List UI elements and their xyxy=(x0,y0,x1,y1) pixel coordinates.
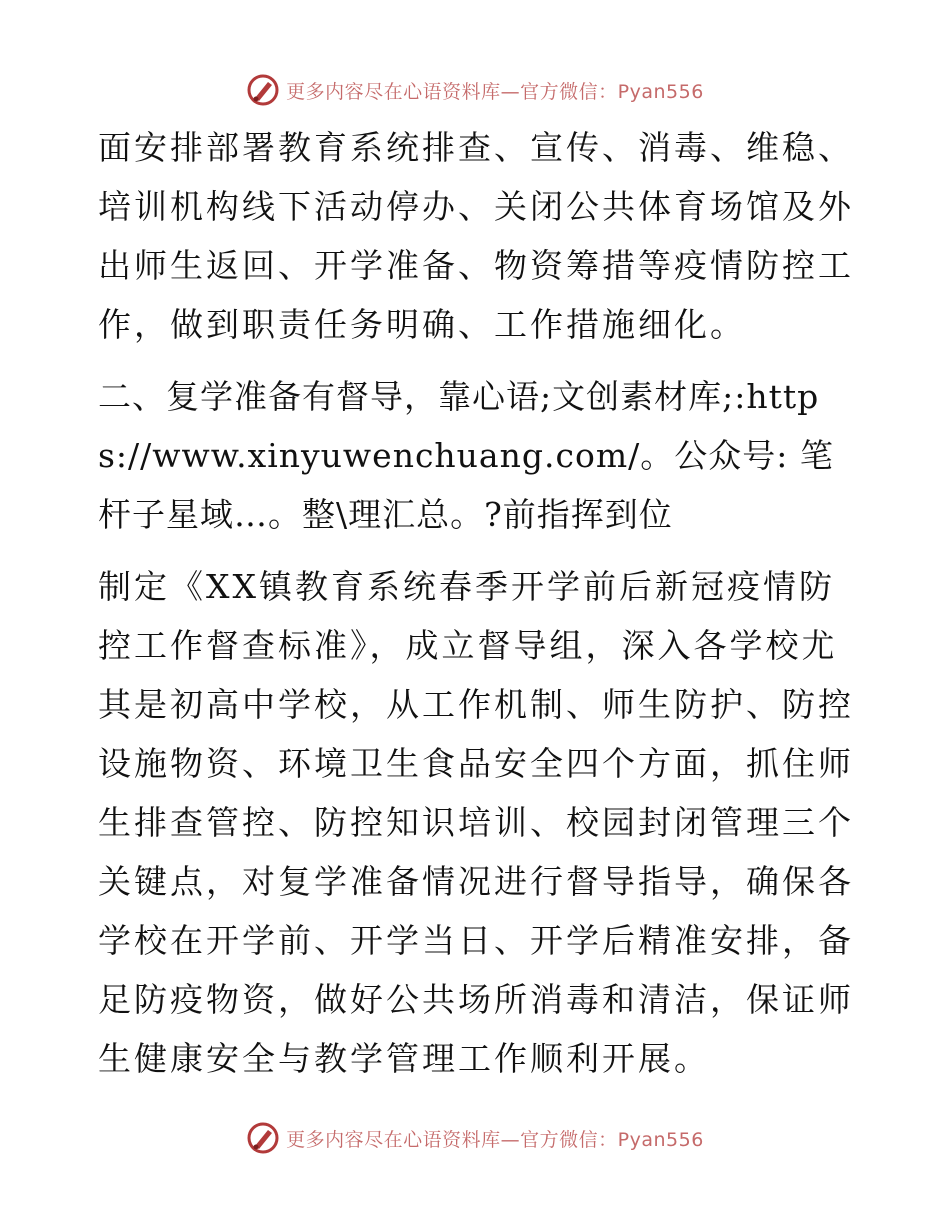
footer-watermark xyxy=(0,1118,950,1158)
pen-seal-logo-icon xyxy=(246,73,280,107)
watermark-text: 更多内容尽在心语资料库—官方微信：Pyan556 xyxy=(286,1128,704,1151)
paragraph-1: 面安排部署教育系统排查、宣传、消毒、维稳、培训机构线下活动停办、关闭公共体育场馆及外出师生返回、开学准备、物资筹措等疫情防控工作，做到职责任务明确、工作措施细化。 xyxy=(98,128,854,344)
paragraph-3: 制定《XX镇教育系统春季开学前后新冠疫情防控工作督查标准》，成立督导组，深入各学校尤其是初高中学校，从工作机制、师生防护、防控设施物资、环境卫生食品安全四个方面，抓住师生排查管控、防控知识培训、校园封闭管理三个关键点，对复学准备情况进行督导指导，确保各学校在开学前、开学当日、开学后精准安排，备足防疫物资，做好公共场所消毒和清洁，保证师生健康安全与教学管理工作顺利开展。 xyxy=(98,567,854,1078)
header-watermark xyxy=(0,70,950,110)
watermark-text: 更多内容尽在心语资料库—官方微信：Pyan556 xyxy=(286,80,704,103)
paragraph-2: 二、复学准备有督导，靠心语;文创素材库;:https://www.xinyuwenchuang.com/。公众号: 笔杆子星域…。整\理汇总。?前指挥到位 xyxy=(98,377,834,534)
document-body xyxy=(98,118,858,1088)
pen-seal-logo-icon xyxy=(246,1121,280,1155)
